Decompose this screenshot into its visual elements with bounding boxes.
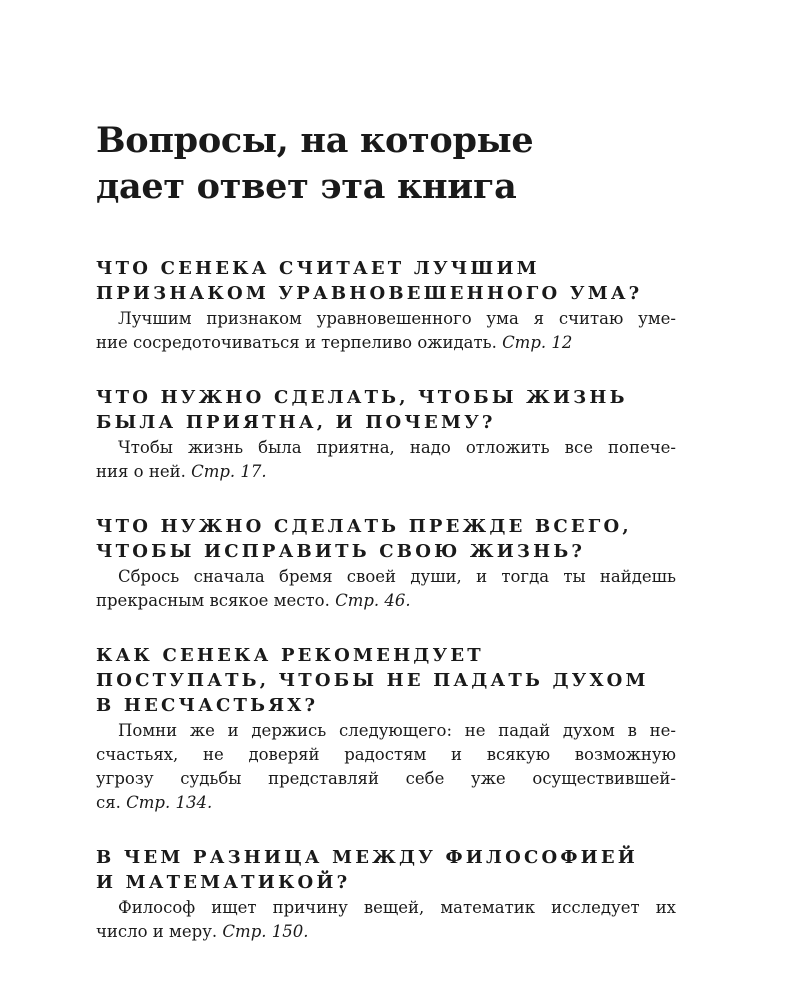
answer-line-text: число и меру. bbox=[96, 922, 218, 941]
question-line: ПРИЗНАКОМ УРАВНОВЕШЕННОГО УМА? bbox=[96, 283, 643, 304]
page-reference: Стр. 46. bbox=[335, 591, 411, 610]
question-heading bbox=[96, 643, 676, 718]
page-reference: Стр. 17. bbox=[191, 462, 267, 481]
answer-line bbox=[96, 791, 676, 815]
answer-text bbox=[96, 436, 676, 484]
answer-text bbox=[96, 719, 676, 815]
question-line: ЧТОБЫ ИСПРАВИТЬ СВОЮ ЖИЗНЬ? bbox=[96, 541, 586, 562]
question-line: КАК СЕНЕКА РЕКОМЕНДУЕТ bbox=[96, 645, 484, 666]
answer-line bbox=[96, 460, 676, 484]
answer-line-text: ния о ней. bbox=[96, 462, 186, 481]
question-line: ЧТО НУЖНО СДЕЛАТЬ, ЧТОБЫ ЖИЗНЬ bbox=[96, 387, 628, 408]
question-heading bbox=[96, 385, 676, 435]
answer-line: Помни же и держись следующего: не падай духом в не- bbox=[118, 721, 676, 740]
answer-line-text: ние сосредоточиваться и терпеливо ожидать. bbox=[96, 333, 497, 352]
question-heading bbox=[96, 514, 676, 564]
answer-line: Лучшим признаком уравновешенного ума я считаю уме- bbox=[118, 309, 676, 328]
question-line: ЧТО НУЖНО СДЕЛАТЬ ПРЕЖДЕ ВСЕГО, bbox=[96, 516, 632, 537]
page-reference: Стр. 150. bbox=[222, 922, 309, 941]
question-line: И МАТЕМАТИКОЙ? bbox=[96, 872, 351, 893]
question-line: ПОСТУПАТЬ, ЧТОБЫ НЕ ПАДАТЬ ДУХОМ bbox=[96, 670, 649, 691]
question-line: В НЕСЧАСТЬЯХ? bbox=[96, 695, 319, 716]
question-line: В ЧЕМ РАЗНИЦА МЕЖДУ ФИЛОСОФИЕЙ bbox=[96, 847, 638, 868]
answer-line bbox=[96, 589, 676, 613]
answer-text bbox=[96, 565, 676, 613]
answer-line: счастьях, не доверяй радостям и всякую возможную bbox=[96, 745, 676, 764]
answer-line-text: прекрасным всякое место. bbox=[96, 591, 330, 610]
answer-text bbox=[96, 307, 676, 355]
qa-item-2 bbox=[96, 385, 676, 484]
qa-item-5 bbox=[96, 845, 676, 944]
answer-line: угрозу судьбы представляй себе уже осуществившей- bbox=[96, 769, 676, 788]
page-title bbox=[96, 118, 676, 210]
page-reference: Стр. 134. bbox=[126, 793, 213, 812]
answer-line bbox=[96, 331, 676, 355]
answer-line: Чтобы жизнь была приятна, надо отложить все попече- bbox=[118, 438, 676, 457]
question-heading bbox=[96, 256, 676, 306]
qa-item-4 bbox=[96, 643, 676, 815]
qa-item-3 bbox=[96, 514, 676, 613]
page-title-line-1: Вопросы, на которые bbox=[96, 120, 534, 161]
page-title-line-2: дает ответ эта книга bbox=[96, 166, 517, 207]
qa-item-1 bbox=[96, 256, 676, 355]
answer-text bbox=[96, 896, 676, 944]
answer-line bbox=[96, 920, 676, 944]
question-line: БЫЛА ПРИЯТНА, И ПОЧЕМУ? bbox=[96, 412, 496, 433]
answer-line: Философ ищет причину вещей, математик исследует их bbox=[118, 898, 676, 917]
page-reference: Стр. 12 bbox=[502, 333, 573, 352]
question-heading bbox=[96, 845, 676, 895]
question-line: ЧТО СЕНЕКА СЧИТАЕТ ЛУЧШИМ bbox=[96, 258, 540, 279]
answer-line: Сбрось сначала бремя своей души, и тогда ты найдешь bbox=[118, 567, 676, 586]
answer-line-text: ся. bbox=[96, 793, 121, 812]
book-page bbox=[96, 118, 676, 974]
